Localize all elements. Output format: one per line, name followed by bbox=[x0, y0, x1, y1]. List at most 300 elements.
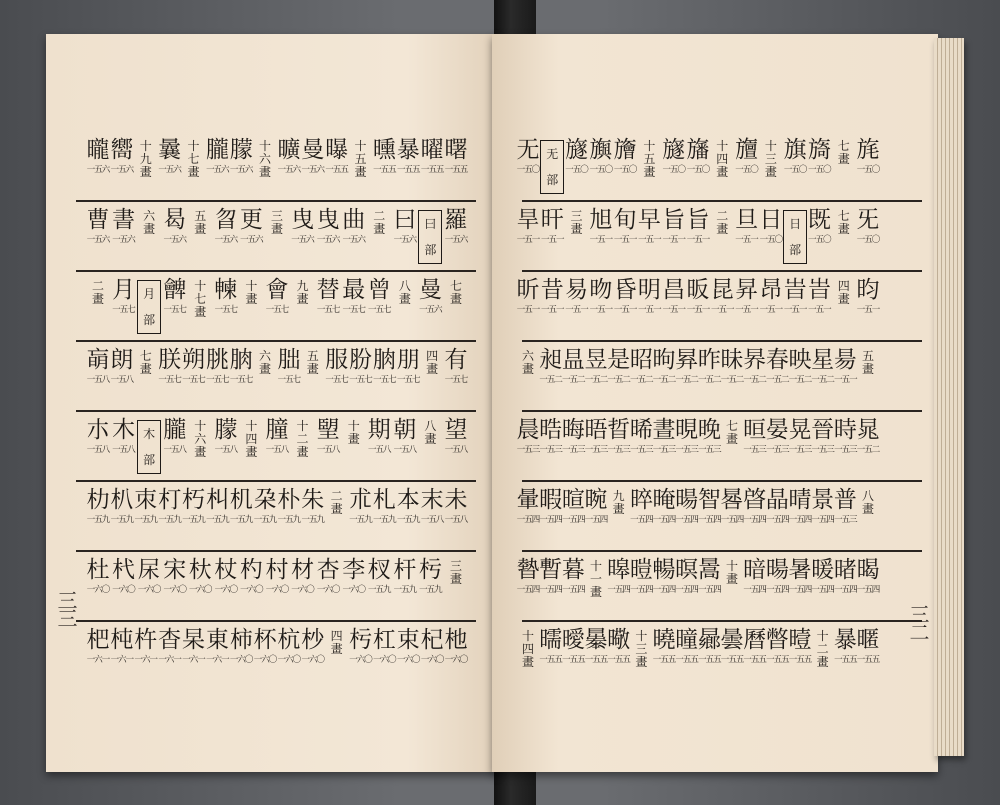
entry-page-ref: 一五〇 bbox=[735, 165, 758, 175]
entry-character: 曈 bbox=[675, 627, 699, 653]
index-entry bbox=[86, 418, 110, 455]
stroke-count-note bbox=[257, 350, 273, 376]
entry-page-ref: 一五五 bbox=[539, 655, 562, 665]
entry-character: 杙 bbox=[112, 557, 136, 583]
index-entry bbox=[516, 208, 540, 245]
stroke-count-note bbox=[714, 210, 730, 236]
entry-character: 有 bbox=[444, 347, 468, 373]
entry-character: 村 bbox=[265, 557, 289, 583]
index-entry bbox=[765, 488, 789, 525]
index-band bbox=[46, 622, 498, 692]
entry-character: 晴 bbox=[788, 487, 812, 513]
entry-character: 朦 bbox=[214, 417, 238, 443]
entry-character: 曶 bbox=[214, 207, 238, 233]
stroke-count-text: 八畫 bbox=[398, 279, 411, 306]
index-entry bbox=[214, 418, 238, 455]
entry-page-ref: 一五七 bbox=[182, 375, 205, 385]
entry-page-ref: 一五三 bbox=[743, 445, 766, 455]
index-entry bbox=[110, 488, 134, 525]
entry-page-ref: 一五五 bbox=[584, 655, 608, 665]
index-entry bbox=[112, 278, 136, 315]
entry-character: 昭 bbox=[629, 347, 653, 373]
stroke-count-note bbox=[836, 140, 852, 166]
entry-page-ref: 一五五 bbox=[675, 655, 698, 665]
entry-page-ref: 一五四 bbox=[675, 515, 698, 525]
index-entry bbox=[735, 138, 759, 175]
entry-page-ref: 一五〇 bbox=[565, 165, 588, 175]
entry-character: 曙 bbox=[444, 137, 468, 163]
entry-page-ref: 一六一 bbox=[158, 655, 181, 665]
entry-character: 朱 bbox=[301, 487, 325, 513]
entry-page-ref: 一五九 bbox=[301, 515, 325, 525]
index-entry bbox=[697, 558, 721, 595]
index-entry bbox=[163, 558, 187, 595]
stroke-count-text: 六畫 bbox=[259, 349, 272, 376]
band-divider bbox=[522, 620, 922, 622]
entry-character: 旞 bbox=[565, 137, 589, 163]
entry-character: 杇 bbox=[418, 557, 442, 583]
entry-page-ref: 一五九 bbox=[134, 515, 157, 525]
entry-page-ref: 一五四 bbox=[743, 515, 766, 525]
entry-character: 晧 bbox=[539, 417, 563, 443]
entry-character: 曀 bbox=[788, 627, 812, 653]
index-entry bbox=[629, 418, 653, 455]
entry-character: 曠 bbox=[277, 137, 301, 163]
stroke-count-note bbox=[724, 420, 740, 446]
index-entry bbox=[584, 488, 608, 525]
stroke-count-note bbox=[141, 210, 157, 236]
band-divider bbox=[522, 550, 922, 552]
index-entry bbox=[112, 418, 136, 455]
band-divider bbox=[76, 200, 476, 202]
index-entry bbox=[743, 488, 767, 525]
entry-character: 暤 bbox=[607, 557, 631, 583]
index-entry bbox=[110, 628, 134, 665]
index-band bbox=[492, 622, 938, 692]
entry-character: 杲 bbox=[181, 627, 205, 653]
stroke-count-note bbox=[269, 210, 285, 236]
index-entry bbox=[372, 628, 396, 665]
entry-page-ref: 一五三 bbox=[652, 445, 676, 455]
entry-page-ref: 一五四 bbox=[584, 515, 608, 525]
entry-character: 暢 bbox=[652, 557, 676, 583]
entry-character: 昜 bbox=[833, 347, 857, 373]
index-entry bbox=[765, 418, 789, 455]
entry-page-ref: 一五八 bbox=[393, 445, 417, 455]
entry-character: 无 bbox=[516, 137, 540, 163]
entry-character: 昌 bbox=[662, 277, 686, 303]
stroke-count-note bbox=[257, 140, 273, 179]
entry-page-ref: 一五四 bbox=[811, 585, 834, 595]
entry-page-ref: 一五一 bbox=[638, 305, 661, 315]
stroke-count-note bbox=[353, 140, 369, 179]
entry-page-ref: 一五四 bbox=[652, 515, 676, 525]
entry-character: 旹 bbox=[783, 277, 807, 303]
stroke-count-note bbox=[448, 280, 464, 306]
index-entry bbox=[110, 138, 134, 175]
index-entry bbox=[833, 628, 857, 665]
index-entry bbox=[205, 138, 229, 175]
entry-character: 旦 bbox=[735, 207, 759, 233]
entry-character: 晤 bbox=[584, 417, 608, 443]
entry-page-ref: 一五九 bbox=[229, 515, 253, 525]
entry-page-ref: 一五五 bbox=[766, 655, 789, 665]
entry-page-ref: 一五七 bbox=[368, 305, 391, 315]
index-entry bbox=[675, 488, 699, 525]
entry-page-ref: 一五八 bbox=[316, 445, 340, 455]
entry-page-ref: 一五八 bbox=[265, 445, 289, 455]
entry-page-ref: 一五四 bbox=[652, 585, 676, 595]
entry-character: 杶 bbox=[110, 627, 134, 653]
stroke-count-text: 十五畫 bbox=[354, 139, 367, 179]
entry-page-ref: 一五三 bbox=[834, 515, 857, 525]
stroke-count-text: 十七畫 bbox=[194, 279, 207, 319]
stroke-count-note bbox=[90, 280, 106, 306]
entry-page-ref: 一五三 bbox=[630, 445, 653, 455]
index-entry bbox=[613, 208, 637, 245]
index-entry bbox=[516, 558, 540, 595]
radical-header-box bbox=[783, 210, 807, 264]
entry-character: 晅 bbox=[743, 417, 767, 443]
index-entry bbox=[229, 138, 253, 175]
index-entry bbox=[372, 488, 396, 525]
index-entry bbox=[720, 488, 744, 525]
entry-page-ref: 一五六 bbox=[112, 235, 135, 245]
index-entry bbox=[372, 348, 396, 385]
entry-page-ref: 一五四 bbox=[834, 585, 857, 595]
index-entry bbox=[316, 208, 340, 245]
index-entry bbox=[788, 488, 812, 525]
stroke-count-note bbox=[714, 140, 730, 179]
index-entry bbox=[637, 208, 661, 245]
stroke-count-note bbox=[569, 210, 585, 236]
entry-page-ref: 一五七 bbox=[277, 375, 301, 385]
stroke-count-note bbox=[588, 560, 604, 599]
radical-header-text: 木部 bbox=[143, 427, 156, 467]
entry-character: 昷 bbox=[561, 347, 585, 373]
band-divider bbox=[522, 410, 922, 412]
stroke-count-note bbox=[815, 630, 831, 669]
entry-character: 暬 bbox=[516, 557, 540, 583]
index-entry bbox=[214, 208, 238, 245]
entry-character: 曓 bbox=[584, 627, 608, 653]
entry-page-ref: 一五六 bbox=[214, 235, 238, 245]
index-entry bbox=[675, 348, 699, 385]
entry-page-ref: 一五二 bbox=[630, 375, 653, 385]
entry-character: 日 bbox=[759, 207, 783, 233]
index-entry bbox=[325, 348, 349, 385]
entry-page-ref: 一五六 bbox=[158, 165, 181, 175]
radical-header-text: 月部 bbox=[143, 287, 156, 327]
entry-page-ref: 一五一 bbox=[686, 305, 710, 315]
index-entry bbox=[253, 488, 277, 525]
entry-page-ref: 一五二 bbox=[766, 375, 789, 385]
entry-page-ref: 一五三 bbox=[788, 445, 812, 455]
index-entry bbox=[589, 138, 613, 175]
entry-character: 杇 bbox=[349, 627, 373, 653]
index-entry bbox=[856, 138, 880, 175]
entry-character: 昂 bbox=[759, 277, 783, 303]
entry-character: 晻 bbox=[652, 487, 676, 513]
entry-character: 旨 bbox=[686, 207, 710, 233]
index-entry bbox=[158, 138, 182, 175]
entry-page-ref: 一五〇 bbox=[783, 165, 807, 175]
index-entry bbox=[188, 558, 212, 595]
entry-character: 羅 bbox=[444, 207, 468, 233]
index-entry bbox=[349, 488, 373, 525]
entry-character: 昫 bbox=[652, 347, 676, 373]
stroke-count-text: 二畫 bbox=[716, 209, 729, 236]
index-entry bbox=[765, 558, 789, 595]
entry-page-ref: 一五六 bbox=[240, 235, 263, 245]
entry-page-ref: 一五八 bbox=[214, 445, 238, 455]
entry-character: 杪 bbox=[301, 627, 325, 653]
entry-page-ref: 一五一 bbox=[735, 305, 758, 315]
index-entry bbox=[277, 138, 301, 175]
entry-page-ref: 一五一 bbox=[783, 305, 807, 315]
stroke-count-text: 二畫 bbox=[330, 489, 343, 516]
entry-character: 杞 bbox=[420, 627, 444, 653]
entry-character: 旟 bbox=[589, 137, 613, 163]
entry-page-ref: 一五九 bbox=[397, 515, 420, 525]
stroke-count-text: 五畫 bbox=[306, 349, 319, 376]
stroke-count-text: 七畫 bbox=[725, 419, 738, 446]
index-entry bbox=[540, 208, 564, 245]
index-entry bbox=[277, 628, 301, 665]
entry-character: 曨 bbox=[86, 137, 110, 163]
entry-page-ref: 一五〇 bbox=[589, 165, 613, 175]
entry-page-ref: 一五二 bbox=[811, 375, 834, 385]
index-entry bbox=[277, 488, 301, 525]
entry-character: 末 bbox=[420, 487, 444, 513]
index-entry bbox=[239, 558, 263, 595]
entry-character: 更 bbox=[239, 207, 263, 233]
index-entry bbox=[662, 208, 686, 245]
index-entry bbox=[788, 628, 812, 665]
entry-page-ref: 一六〇 bbox=[163, 585, 186, 595]
entry-page-ref: 一五三 bbox=[562, 445, 585, 455]
entry-character: 映 bbox=[788, 347, 812, 373]
entry-character: 昀 bbox=[856, 277, 880, 303]
entry-character: 晨 bbox=[516, 417, 540, 443]
entry-character: 晁 bbox=[856, 417, 880, 443]
index-entry bbox=[856, 278, 880, 315]
entry-character: 晶 bbox=[765, 487, 789, 513]
entry-page-ref: 一五一 bbox=[686, 235, 710, 245]
index-entry bbox=[214, 278, 238, 315]
entry-page-ref: 一五九 bbox=[86, 515, 110, 525]
stroke-count-text: 五畫 bbox=[194, 209, 207, 236]
index-entry bbox=[444, 348, 468, 385]
entry-character: 替 bbox=[316, 277, 340, 303]
index-entry bbox=[349, 628, 373, 665]
entry-page-ref: 一五六 bbox=[419, 305, 442, 315]
entry-page-ref: 一五一 bbox=[834, 375, 857, 385]
entry-character: 曩 bbox=[158, 137, 182, 163]
index-entry bbox=[316, 278, 340, 315]
stroke-count-note bbox=[424, 350, 440, 376]
entry-character: 東 bbox=[205, 627, 229, 653]
entry-character: 昦 bbox=[743, 347, 767, 373]
entry-page-ref: 一五二 bbox=[607, 375, 630, 385]
entry-page-ref: 一五五 bbox=[698, 655, 721, 665]
stroke-count-note bbox=[397, 280, 413, 306]
stroke-count-note bbox=[836, 280, 852, 306]
entry-character: 暇 bbox=[539, 487, 563, 513]
entry-character: 暘 bbox=[765, 557, 789, 583]
index-entry bbox=[561, 628, 585, 665]
entry-page-ref: 一五一 bbox=[735, 235, 758, 245]
entry-page-ref: 一五四 bbox=[539, 585, 562, 595]
entry-character: 本 bbox=[396, 487, 420, 513]
index-entry bbox=[163, 418, 187, 455]
index-entry bbox=[783, 278, 807, 315]
entry-page-ref: 一五四 bbox=[630, 585, 653, 595]
index-entry bbox=[811, 348, 835, 385]
index-entry bbox=[396, 488, 420, 525]
entry-character: 材 bbox=[291, 557, 315, 583]
entry-page-ref: 一五七 bbox=[112, 305, 135, 315]
entry-character: 曳 bbox=[291, 207, 315, 233]
index-entry bbox=[811, 558, 835, 595]
entry-page-ref: 一五六 bbox=[277, 165, 301, 175]
stroke-count-note bbox=[641, 140, 657, 179]
index-entry bbox=[607, 558, 631, 595]
entry-character: 曛 bbox=[372, 137, 396, 163]
index-entry bbox=[418, 558, 442, 595]
entry-page-ref: 一五三 bbox=[675, 445, 698, 455]
index-entry bbox=[613, 278, 637, 315]
entry-character: 旬 bbox=[613, 207, 637, 233]
entry-page-ref: 一五一 bbox=[613, 235, 637, 245]
entry-character: 昶 bbox=[539, 347, 563, 373]
index-entry bbox=[229, 628, 253, 665]
stroke-count-text: 八畫 bbox=[424, 419, 437, 446]
index-entry bbox=[163, 208, 187, 245]
entry-page-ref: 一五〇 bbox=[808, 235, 831, 245]
entry-character: 曉 bbox=[652, 627, 676, 653]
entry-character: 昏 bbox=[613, 277, 637, 303]
entry-character: 曲 bbox=[342, 207, 366, 233]
stroke-count-note bbox=[192, 210, 208, 236]
entry-page-ref: 一六〇 bbox=[342, 585, 365, 595]
entry-page-ref: 一五九 bbox=[206, 515, 229, 525]
entry-character: 旜 bbox=[735, 137, 759, 163]
entry-page-ref: 一五九 bbox=[253, 515, 277, 525]
entry-page-ref: 一五〇 bbox=[759, 235, 783, 245]
entry-page-ref: 一五三 bbox=[539, 445, 562, 455]
index-entry bbox=[662, 278, 686, 315]
index-entry bbox=[539, 418, 563, 455]
entry-page-ref: 一六一 bbox=[86, 655, 110, 665]
stroke-count-text: 十畫 bbox=[725, 559, 738, 586]
entry-page-ref: 一六〇 bbox=[291, 585, 314, 595]
entry-page-ref: 一六〇 bbox=[240, 585, 263, 595]
index-entry bbox=[652, 488, 676, 525]
entry-page-ref: 一五三 bbox=[766, 445, 789, 455]
index-entry bbox=[86, 348, 110, 385]
index-entry bbox=[561, 558, 585, 595]
index-entry bbox=[675, 558, 699, 595]
entry-character: 春 bbox=[765, 347, 789, 373]
entry-page-ref: 一五九 bbox=[368, 585, 391, 595]
index-band bbox=[46, 202, 498, 272]
index-entry bbox=[652, 558, 676, 595]
entry-page-ref: 一五一 bbox=[662, 305, 685, 315]
index-entry bbox=[316, 418, 340, 455]
entry-character: 暼 bbox=[765, 627, 789, 653]
entry-character: 朚 bbox=[86, 347, 110, 373]
entry-character: 旱 bbox=[516, 207, 540, 233]
stroke-count-text: 七畫 bbox=[139, 349, 152, 376]
index-entry bbox=[86, 208, 110, 245]
index-entry bbox=[205, 488, 229, 525]
index-entry bbox=[372, 138, 396, 175]
entry-page-ref: 一五五 bbox=[562, 655, 585, 665]
entry-character: 朓 bbox=[205, 347, 229, 373]
entry-page-ref: 一六〇 bbox=[137, 585, 161, 595]
entry-character: 嚮 bbox=[110, 137, 134, 163]
entry-character: 朔 bbox=[181, 347, 205, 373]
entry-character: 曷 bbox=[163, 207, 187, 233]
index-entry bbox=[158, 348, 182, 385]
index-entry bbox=[420, 628, 444, 665]
index-entry bbox=[239, 208, 263, 245]
page-edges bbox=[934, 38, 964, 756]
entry-character: 最 bbox=[342, 277, 366, 303]
index-entry bbox=[163, 278, 187, 315]
entry-page-ref: 一五三 bbox=[584, 445, 608, 455]
entry-character: 朒 bbox=[229, 347, 253, 373]
entry-character: 宋 bbox=[163, 557, 187, 583]
index-entry bbox=[607, 418, 631, 455]
entry-page-ref: 一五四 bbox=[856, 585, 880, 595]
index-entry bbox=[833, 558, 857, 595]
index-entry bbox=[629, 558, 653, 595]
radical-header-box bbox=[137, 280, 161, 334]
entry-character: 杜 bbox=[86, 557, 110, 583]
right-page bbox=[492, 34, 938, 772]
index-entry bbox=[743, 558, 767, 595]
entry-character: 曼 bbox=[418, 277, 442, 303]
index-entry bbox=[229, 348, 253, 385]
index-entry bbox=[607, 628, 631, 665]
stroke-count-note bbox=[329, 490, 345, 516]
index-entry bbox=[444, 418, 468, 455]
entry-character: 杷 bbox=[86, 627, 110, 653]
entry-page-ref: 一五二 bbox=[562, 375, 585, 385]
entry-character: 暝 bbox=[675, 557, 699, 583]
entry-character: 肦 bbox=[349, 347, 373, 373]
entry-character: 旭 bbox=[589, 207, 613, 233]
entry-page-ref: 一五八 bbox=[420, 515, 444, 525]
entry-character: 智 bbox=[697, 487, 721, 513]
index-entry bbox=[743, 418, 767, 455]
entry-character: 杝 bbox=[444, 627, 468, 653]
radical-header-text: 无部 bbox=[546, 147, 559, 187]
entry-character: 旗 bbox=[783, 137, 807, 163]
entry-page-ref: 一五九 bbox=[419, 585, 442, 595]
entry-character: 曼 bbox=[301, 137, 325, 163]
entry-character: 朋 bbox=[396, 347, 420, 373]
entry-character: 朸 bbox=[86, 487, 110, 513]
entry-character: 杵 bbox=[134, 627, 158, 653]
index-entry bbox=[788, 348, 812, 385]
entry-character: 晦 bbox=[561, 417, 585, 443]
index-entry bbox=[565, 138, 589, 175]
index-entry bbox=[214, 558, 238, 595]
entry-page-ref: 一六〇 bbox=[253, 655, 277, 665]
